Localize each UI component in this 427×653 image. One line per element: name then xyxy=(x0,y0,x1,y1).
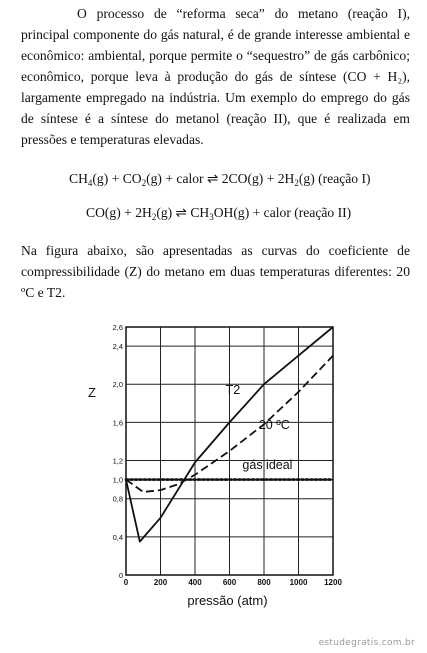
series-annotation: 20 ºC xyxy=(258,418,290,433)
y-tick-label: 0 xyxy=(118,571,123,580)
x-axis-label: pressão (atm) xyxy=(187,593,268,608)
watermark: estudegratis.com.br xyxy=(318,638,415,648)
y-tick-label: 1,2 xyxy=(112,456,123,466)
series-annotation: T2 xyxy=(225,382,241,397)
y-tick-label: 1,0 xyxy=(112,475,123,485)
x-tick-label: 1200 xyxy=(324,578,342,587)
intro-paragraph: O processo de “reforma seca” do metano (reação I), principal componente do gás natural, é de grande interesse ambiental e econômico: ambiental, porque permite o “sequestro” de gás carbônico; econômico, porque leva à produção do gás de síntese (CO + H₂), largamente empregado na indústria. Um exemplo do emprego do gás de síntese é a síntese do metanol (reação II), que é realizada em pressões e temperaturas elevadas. xyxy=(21,6,410,147)
figure-intro-paragraph: Na figura abaixo, são apresentadas as curvas do coeficiente de compressibilidade (Z) do metano em duas temperaturas diferentes: 20 ºC e T2. xyxy=(21,243,410,300)
y-tick-label: 1,6 xyxy=(112,418,123,428)
x-tick-label: 1000 xyxy=(289,578,308,587)
y-tick-label: 0,8 xyxy=(112,494,123,504)
x-tick-label: 600 xyxy=(222,578,237,587)
x-tick-label: 0 xyxy=(123,578,129,587)
x-tick-label: 400 xyxy=(188,578,202,587)
x-tick-label: 200 xyxy=(153,578,168,587)
equation-reaction-1: $CH_4(g) + CO_2(g)$ + calor ⇌ $2CO(g) + 2H_2(g)$ (reação I) xyxy=(69,171,371,188)
y-tick-label: 2,0 xyxy=(112,380,123,390)
x-tick-label: 800 xyxy=(257,578,271,587)
series-annotation: gás ideal xyxy=(242,458,293,473)
y-axis-label: Z xyxy=(88,385,96,400)
y-tick-label: 2,4 xyxy=(112,342,123,352)
y-tick-label: 0,4 xyxy=(112,532,123,542)
equation-reaction-2: $CO(g) + 2H_2(g)$ ⇌ $CH_3OH(g)$ + calor (reação II) xyxy=(86,205,352,222)
compressibility-chart xyxy=(80,318,350,618)
y-tick-label: 2,6 xyxy=(112,323,123,332)
